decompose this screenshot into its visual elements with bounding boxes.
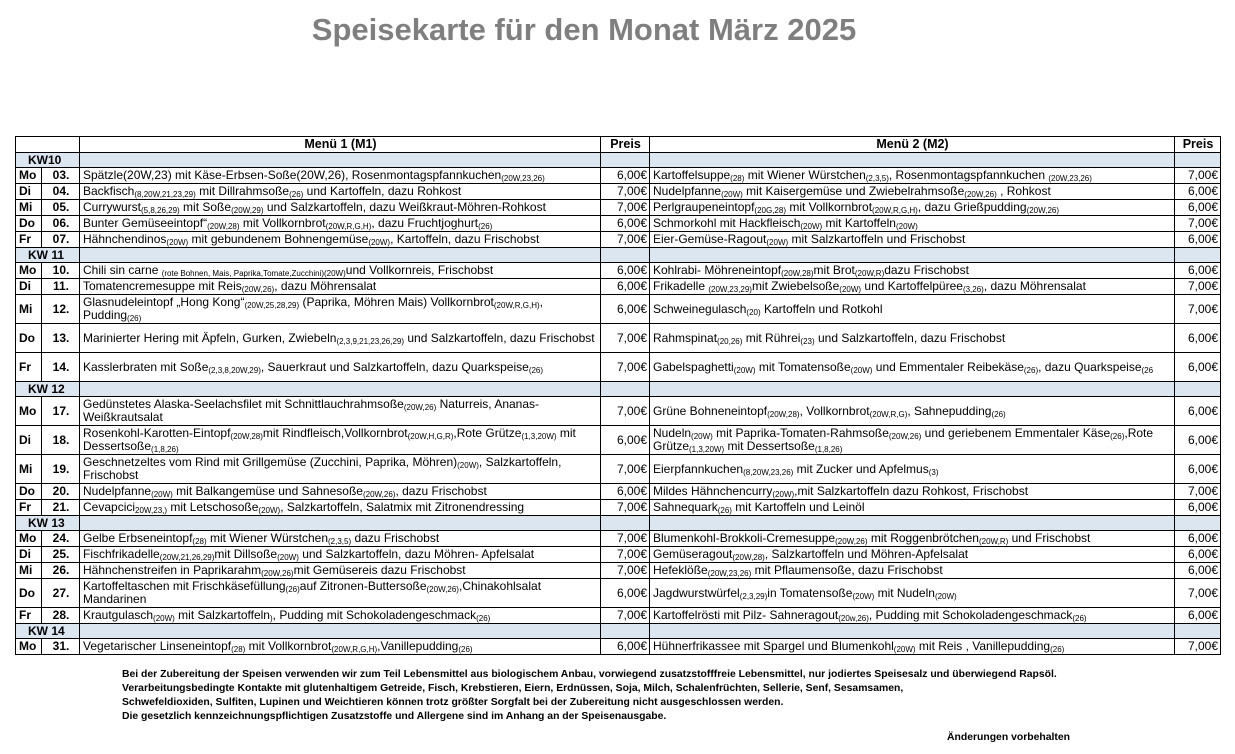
- menu2-cell: Kohlrabi- Möhreneintopf(20W,28)mit Brot(20W,R)dazu Frischobst: [650, 263, 1175, 279]
- menu2-cell: Gabelspaghetti(20W) mit Tomatensoße(20W) und Emmentaler Reibekäse(26), dazu Quarkspeise(26: [650, 353, 1175, 382]
- price2-cell: 6,00€: [1175, 608, 1221, 624]
- date-cell: 03.: [42, 168, 80, 184]
- menu-row: [16, 426, 1221, 455]
- day-cell: Do: [16, 324, 42, 353]
- menu-row: [16, 484, 1221, 500]
- footer-notes: [122, 668, 1172, 724]
- header-row: [16, 137, 1221, 153]
- price1-cell: 7,00€: [601, 547, 650, 563]
- day-cell: Mo: [16, 531, 42, 547]
- menu1-cell: Marinierter Hering mit Äpfeln, Gurken, Zwiebeln(2,3,9,21,23,26,29) und Salzkartoffeln, dazu Frischobst: [80, 324, 601, 353]
- week-empty-cell: [1175, 153, 1221, 168]
- menu-row: [16, 324, 1221, 353]
- week-empty-cell: [80, 382, 601, 397]
- price1-cell: 6,00€: [601, 639, 650, 655]
- day-cell: Di: [16, 279, 42, 295]
- price2-cell: 7,00€: [1175, 295, 1221, 324]
- week-empty-cell: [601, 382, 650, 397]
- date-cell: 12.: [42, 295, 80, 324]
- menu2-cell: Grüne Bohneneintopf(20W,28), Vollkornbrot(20W,R,G), Sahnepudding(26): [650, 397, 1175, 426]
- menu1-cell: Krautgulasch(20W) mit Salzkartoffeln), Pudding mit Schokoladengeschmack(26): [80, 608, 601, 624]
- date-cell: 07.: [42, 232, 80, 248]
- price2-cell: 6,00€: [1175, 547, 1221, 563]
- menu-row: [16, 500, 1221, 516]
- menu2-cell: Blumenkohl-Brokkoli-Cremesuppe(20W,26) mit Roggenbrötchen(20W,R) und Frischobst: [650, 531, 1175, 547]
- week-empty-cell: [80, 248, 601, 263]
- week-row: [16, 248, 1221, 263]
- day-cell: Mo: [16, 263, 42, 279]
- footer-line: Verarbeitungsbedingte Kontakte mit glutenhaltigem Getreide, Fisch, Krebstieren, Eiern, Erdnüssen, Soja, Milch, Schalenfrüchten, Sellerie, Senf, Sesamsamen,: [122, 683, 904, 694]
- week-label: KW 11: [16, 248, 80, 263]
- price2-cell: 6,00€: [1175, 455, 1221, 484]
- day-cell: Mi: [16, 295, 42, 324]
- price2-cell: 6,00€: [1175, 500, 1221, 516]
- menu2-cell: Nudelpfanne(20W) mit Kaisergemüse und Zwiebelrahmsoße(20W,26) , Rohkost: [650, 184, 1175, 200]
- week-label: KW 14: [16, 624, 80, 639]
- day-cell: Do: [16, 216, 42, 232]
- price2-cell: 6,00€: [1175, 232, 1221, 248]
- menu2-cell: Gemüseragout(20W,28), Salzkartoffeln und Möhren-Apfelsalat: [650, 547, 1175, 563]
- price1-cell: 7,00€: [601, 324, 650, 353]
- menu2-cell: Eier-Gemüse-Ragout(20W) mit Salzkartoffeln und Frischobst: [650, 232, 1175, 248]
- menu2-cell: Hefeklöße(20W,23,26) mit Pflaumensoße, dazu Frischobst: [650, 563, 1175, 579]
- date-cell: 04.: [42, 184, 80, 200]
- day-cell: Di: [16, 426, 42, 455]
- footer-line: Die gesetzlich kennzeichnungspflichtigen Zusatzstoffe und Allergene sind im Anhang an der Speisenausgabe.: [122, 711, 667, 722]
- day-cell: Fr: [16, 232, 42, 248]
- date-cell: 18.: [42, 426, 80, 455]
- price1-cell: 7,00€: [601, 397, 650, 426]
- menu-row: [16, 563, 1221, 579]
- price1-cell: 6,00€: [601, 263, 650, 279]
- date-cell: 13.: [42, 324, 80, 353]
- price2-cell: 6,00€: [1175, 184, 1221, 200]
- week-empty-cell: [601, 624, 650, 639]
- day-cell: Do: [16, 484, 42, 500]
- price1-cell: 6,00€: [601, 484, 650, 500]
- price2-cell: 7,00€: [1175, 639, 1221, 655]
- day-cell: Mo: [16, 168, 42, 184]
- week-label: KW 12: [16, 382, 80, 397]
- price2-cell: 6,00€: [1175, 263, 1221, 279]
- day-cell: Mi: [16, 563, 42, 579]
- week-empty-cell: [80, 153, 601, 168]
- menu2-cell: Kartoffelrösti mit Pilz- Sahneragout(20w,26), Pudding mit Schokoladengeschmack(26): [650, 608, 1175, 624]
- price1-cell: 7,00€: [601, 455, 650, 484]
- menu1-cell: Gelbe Erbseneintopf(28) mit Wiener Würstchen(2,3,5) dazu Frischobst: [80, 531, 601, 547]
- price1-cell: 7,00€: [601, 184, 650, 200]
- price1-cell: 6,00€: [601, 579, 650, 608]
- week-empty-cell: [80, 516, 601, 531]
- week-empty-cell: [650, 153, 1175, 168]
- menu2-cell: Schmorkohl mit Hackfleisch(20W) mit Kartoffeln(20W): [650, 216, 1175, 232]
- price1-cell: 6,00€: [601, 216, 650, 232]
- menu-row: [16, 279, 1221, 295]
- date-cell: 19.: [42, 455, 80, 484]
- menu1-cell: Nudelpfanne(20W) mit Balkangemüse und Sahnesoße(20W,26), dazu Frischobst: [80, 484, 601, 500]
- menu1-cell: Spätzle(20W,23) mit Käse-Erbsen-Soße(20W,26), Rosenmontagspfannkuchen(20W,23,26): [80, 168, 601, 184]
- week-empty-cell: [650, 248, 1175, 263]
- day-cell: Fr: [16, 608, 42, 624]
- day-cell: Mo: [16, 397, 42, 426]
- date-cell: 11.: [42, 279, 80, 295]
- week-row: [16, 516, 1221, 531]
- price2-cell: 6,00€: [1175, 563, 1221, 579]
- menu2-cell: Kartoffelsuppe(28) mit Wiener Würstchen(2,3,5), Rosenmontagspfannkuchen (20W,23,26): [650, 168, 1175, 184]
- menu-table: [15, 136, 1221, 655]
- week-empty-cell: [650, 382, 1175, 397]
- week-row: [16, 153, 1221, 168]
- header-day: [16, 137, 80, 153]
- day-cell: Fr: [16, 353, 42, 382]
- price1-cell: 7,00€: [601, 531, 650, 547]
- menu1-cell: Chili sin carne (rote Bohnen, Mais, Paprika,Tomate,Zucchini)(20W)und Vollkornreis, Frischobst: [80, 263, 601, 279]
- menu-row: [16, 639, 1221, 655]
- date-cell: 21.: [42, 500, 80, 516]
- price1-cell: 7,00€: [601, 232, 650, 248]
- price2-cell: 6,00€: [1175, 353, 1221, 382]
- week-empty-cell: [650, 516, 1175, 531]
- header-price2: Preis: [1175, 137, 1221, 153]
- week-row: [16, 624, 1221, 639]
- week-empty-cell: [650, 624, 1175, 639]
- menu2-cell: Mildes Hähnchencurry(20W),mit Salzkartoffeln dazu Rohkost, Frischobst: [650, 484, 1175, 500]
- menu-row: [16, 397, 1221, 426]
- week-label: KW10: [16, 153, 80, 168]
- page-title: Speisekarte für den Monat März 2025: [311, 12, 857, 47]
- footer-line: Bei der Zubereitung der Speisen verwenden wir zum Teil Lebensmittel aus biologischem Anbau, vorwiegend zusatzstofffreie Lebensmittel, nur jodiertes Speisesalz und überwiegend Rapsöl.: [122, 669, 1057, 680]
- price1-cell: 7,00€: [601, 608, 650, 624]
- menu1-cell: Kasslerbraten mit Soße(2,3,8,20W,29), Sauerkraut und Salzkartoffeln, dazu Quarkspeise(26): [80, 353, 601, 382]
- date-cell: 28.: [42, 608, 80, 624]
- price2-cell: 7,00€: [1175, 168, 1221, 184]
- price1-cell: 6,00€: [601, 279, 650, 295]
- day-cell: Mi: [16, 455, 42, 484]
- menu2-cell: Frikadelle (20W,23,29)mit Zwiebelsoße(20W) und Kartoffelpüree(3,26), dazu Möhrensalat: [650, 279, 1175, 295]
- header-menu1: Menü 1 (M1): [80, 137, 601, 153]
- week-empty-cell: [80, 624, 601, 639]
- menu1-cell: Kartoffeltaschen mit Frischkäsefüllung(26)auf Zitronen-Buttersoße(20W,26),Chinakohlsalat Mandarinen: [80, 579, 601, 608]
- menu2-cell: Eierpfannkuchen(8,20W,23,26) mit Zucker und Apfelmus(3): [650, 455, 1175, 484]
- week-empty-cell: [1175, 248, 1221, 263]
- menu-row: [16, 216, 1221, 232]
- date-cell: 06.: [42, 216, 80, 232]
- menu-row: [16, 608, 1221, 624]
- date-cell: 14.: [42, 353, 80, 382]
- menu2-cell: Nudeln(20W) mit Paprika-Tomaten-Rahmsoße(20W,26) und geriebenem Emmentaler Käse(26),Rote Grütze(1,3,20W) mit Dessertsoße(1,8,26): [650, 426, 1175, 455]
- price1-cell: 6,00€: [601, 295, 650, 324]
- week-empty-cell: [1175, 516, 1221, 531]
- week-empty-cell: [601, 516, 650, 531]
- menu1-cell: Glasnudeleintopf „Hong Kong“(20W,25,28,29) (Paprika, Möhren Mais) Vollkornbrot(20W,R,G,H), Pudding(26): [80, 295, 601, 324]
- week-empty-cell: [1175, 624, 1221, 639]
- date-cell: 24.: [42, 531, 80, 547]
- menu1-cell: Fischfrikadelle(20W,21,26,29)mit Dillsoße(20W) und Salzkartoffeln, dazu Möhren- Apfelsalat: [80, 547, 601, 563]
- menu-row: [16, 579, 1221, 608]
- footer-line: Schwefeldioxiden, Sulfiten, Lupinen und Weichtieren können trotz größter Sorgfalt bei der Zubereitung nicht ausgeschlossen werden.: [122, 697, 784, 708]
- menu-row: [16, 353, 1221, 382]
- changes-note: Änderungen vorbehalten: [947, 732, 1070, 743]
- day-cell: Di: [16, 547, 42, 563]
- date-cell: 10.: [42, 263, 80, 279]
- menu1-cell: Bunter Gemüseeintopf“(20W,28) mit Vollkornbrot(20W,R,G,H), dazu Fruchtjoghurt(26): [80, 216, 601, 232]
- day-cell: Do: [16, 579, 42, 608]
- week-label: KW 13: [16, 516, 80, 531]
- date-cell: 27.: [42, 579, 80, 608]
- price2-cell: 7,00€: [1175, 216, 1221, 232]
- date-cell: 20.: [42, 484, 80, 500]
- menu1-cell: Rosenkohl-Karotten-Eintopf(20W,28)mit Rindfleisch,Vollkornbrot(20W,H,G,R),Rote Grütze(1,3,20W) mit Dessertsoße(1,8,26): [80, 426, 601, 455]
- menu2-cell: Jagdwurstwürfel(2,3,29)in Tomatensoße(20W) mit Nudeln(20W): [650, 579, 1175, 608]
- menu-row: [16, 200, 1221, 216]
- day-cell: Mo: [16, 639, 42, 655]
- week-empty-cell: [1175, 382, 1221, 397]
- menu1-cell: Backfisch(8,20W,21,23,29) mit Dillrahmsoße(26) und Kartoffeln, dazu Rohkost: [80, 184, 601, 200]
- menu-row: [16, 184, 1221, 200]
- price1-cell: 6,00€: [601, 426, 650, 455]
- date-cell: 31.: [42, 639, 80, 655]
- menu-row: [16, 547, 1221, 563]
- price2-cell: 7,00€: [1175, 279, 1221, 295]
- header-menu2: Menü 2 (M2): [650, 137, 1175, 153]
- menu1-cell: Hähnchendinos(20W) mit gebundenem Bohnengemüse(20W), Kartoffeln, dazu Frischobst: [80, 232, 601, 248]
- menu-row: [16, 295, 1221, 324]
- price2-cell: 6,00€: [1175, 426, 1221, 455]
- date-cell: 26.: [42, 563, 80, 579]
- menu-row: [16, 531, 1221, 547]
- price2-cell: 6,00€: [1175, 531, 1221, 547]
- week-row: [16, 382, 1221, 397]
- week-empty-cell: [601, 153, 650, 168]
- date-cell: 25.: [42, 547, 80, 563]
- menu1-cell: Tomatencremesuppe mit Reis(20W,26), dazu Möhrensalat: [80, 279, 601, 295]
- price2-cell: 6,00€: [1175, 397, 1221, 426]
- header-price1: Preis: [601, 137, 650, 153]
- price1-cell: 7,00€: [601, 500, 650, 516]
- price1-cell: 7,00€: [601, 353, 650, 382]
- menu2-cell: Hühnerfrikassee mit Spargel und Blumenkohl(20W) mit Reis , Vanillepudding(26): [650, 639, 1175, 655]
- day-cell: Mi: [16, 200, 42, 216]
- menu1-cell: Gedünstetes Alaska-Seelachsfilet mit Schnittlauchrahmsoße(20W,26) Naturreis, Ananas-Weißkrautsalat: [80, 397, 601, 426]
- menu1-cell: Vegetarischer Linseneintopf(28) mit Vollkornbrot(20W,R,G,H),Vanillepudding(26): [80, 639, 601, 655]
- menu2-cell: Rahmspinat(20,26) mit Rührei(23) und Salzkartoffeln, dazu Frischobst: [650, 324, 1175, 353]
- menu-row: [16, 455, 1221, 484]
- menu1-cell: Currywurst(5,8,26,29) mit Soße(20W,29) und Salzkartoffeln, dazu Weißkraut-Möhren-Rohkost: [80, 200, 601, 216]
- price1-cell: 7,00€: [601, 563, 650, 579]
- price2-cell: 7,00€: [1175, 484, 1221, 500]
- menu-row: [16, 168, 1221, 184]
- menu2-cell: Perlgraupeneintopf(20G,28) mit Vollkornbrot(20W,R,G,H), dazu Grießpudding(20W,26): [650, 200, 1175, 216]
- menu1-cell: Geschnetzeltes vom Rind mit Grillgemüse (Zucchini, Paprika, Möhren)(20W), Salzkartoffeln, Frischobst: [80, 455, 601, 484]
- price1-cell: 7,00€: [601, 200, 650, 216]
- date-cell: 05.: [42, 200, 80, 216]
- menu1-cell: Cevapcici20W,23,) mit Letschosoße(20W), Salzkartoffeln, Salatmix mit Zitronendressing: [80, 500, 601, 516]
- menu-body: [16, 153, 1221, 655]
- price2-cell: 7,00€: [1175, 579, 1221, 608]
- day-cell: Di: [16, 184, 42, 200]
- menu1-cell: Hähnchenstreifen in Paprikarahm(20W,26)mit Gemüsereis dazu Frischobst: [80, 563, 601, 579]
- price1-cell: 6,00€: [601, 168, 650, 184]
- menu-row: [16, 232, 1221, 248]
- menu2-cell: Sahnequark(26) mit Kartoffeln und Leinöl: [650, 500, 1175, 516]
- day-cell: Fr: [16, 500, 42, 516]
- price2-cell: 6,00€: [1175, 200, 1221, 216]
- date-cell: 17.: [42, 397, 80, 426]
- price2-cell: 6,00€: [1175, 324, 1221, 353]
- week-empty-cell: [601, 248, 650, 263]
- menu-row: [16, 263, 1221, 279]
- menu2-cell: Schweinegulasch(20) Kartoffeln und Rotkohl: [650, 295, 1175, 324]
